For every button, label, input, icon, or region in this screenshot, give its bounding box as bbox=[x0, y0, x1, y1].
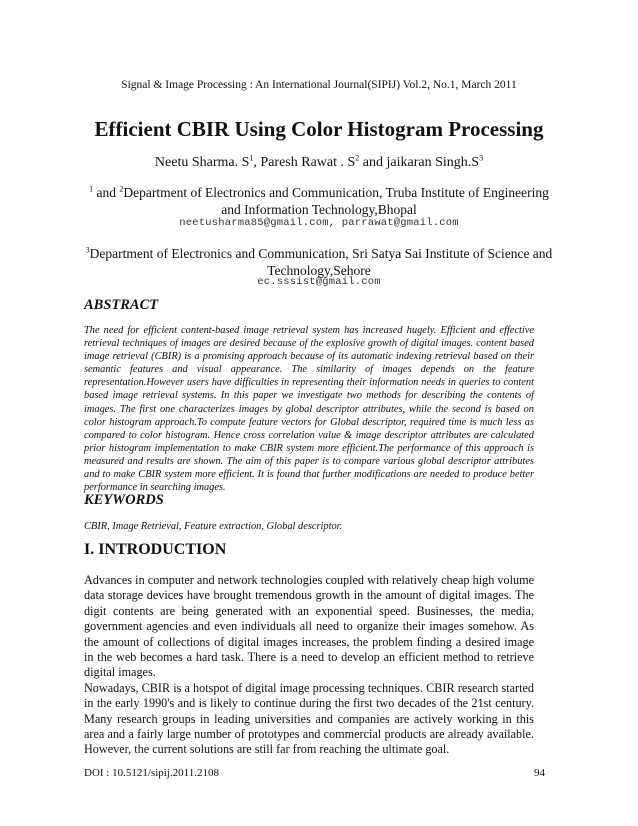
journal-header: Signal & Image Processing : An International Journal(SIPIJ) Vol.2, No.1, March 2011 bbox=[121, 79, 517, 91]
author-separator: , bbox=[253, 155, 261, 170]
affiliation-1 bbox=[84, 185, 554, 218]
author-1-sup: 1 bbox=[249, 153, 254, 163]
author-3-sup: 3 bbox=[479, 153, 484, 163]
keywords-body: CBIR, Image Retrieval, Feature extraction, Global descriptor. bbox=[84, 521, 343, 532]
aff1-sup-2: 2 bbox=[119, 184, 124, 194]
affiliation-1-emails: neetusharma85@gmail.com, parrawat@gmail.com bbox=[179, 217, 459, 229]
introduction-heading: I. INTRODUCTION bbox=[84, 541, 227, 558]
introduction-body bbox=[84, 573, 534, 758]
author-3: and jaikaran Singh.S bbox=[359, 155, 480, 170]
aff1-sup-1: 1 bbox=[89, 184, 94, 194]
doi-footer: DOI : 10.5121/sipij.2011.2108 bbox=[84, 767, 219, 779]
intro-paragraph-1: Advances in computer and network technologies coupled with relatively cheap high volume data storage devices have brought tremendous growth in the amount of digital images. The digit contents are being generated with an exponential speed. Businesses, the media, government agencies and even individuals all need to organize their images somehow. As the amount of collections of digital images increases, the problem finding a desired image in the web becomes a hard task. There is a need to develop an efficient method to retrieve digital images. bbox=[84, 573, 534, 680]
aff2-text: Department of Electronics and Communication, Sri Satya Sai Institute of Science and Technology,Sehore bbox=[89, 246, 553, 278]
aff2-sup: 3 bbox=[85, 245, 90, 255]
abstract-body: The need for efficient content-based image retrieval system has increased hugely. Efficient and effective retrieval techniques of images are desired because of the explosive growth of digital images. content based image retrieval (CBIR) is a promising approach because of its automatic indexing retrieval based on their semantic features and visual appearance. The similarity of images depends on the feature representation.However users have difficulties in representing their information needs in queries to content based image retrieval systems. In this paper we investigate two methods for describing the contents of images. The first one characterizes images by global descriptor attributes, while the second is based on color histogram approach.To compute feature vectors for Global descriptor, required time is much less as compared to color histogram. Hence cross correlation value & image descriptor attributes are calculated prior histogram implementation to make CBIR system more efficient.The performance of this approach is measured and results are shown. The aim of this paper is to compare various global descriptor attributes and to make CBIR system more efficient. It is found that further modifications are needed to produce better performance in searching images. bbox=[84, 325, 534, 494]
author-2-sup: 2 bbox=[355, 153, 360, 163]
author-1: Neetu Sharma. S bbox=[154, 155, 250, 170]
author-list bbox=[0, 155, 638, 171]
paper-title: Efficient CBIR Using Color Histogram Processing bbox=[94, 117, 544, 141]
intro-paragraph-2: Nowadays, CBIR is a hotspot of digital image processing techniques. CBIR research started in the early 1990's and is likely to continue during the first two decades of the 21st century. Many research groups in leading universities and companies are actively working in this area and a fairly large number of prototypes and commercial products are already available. However, the current solutions are still far from reaching the ultimate goal. bbox=[84, 680, 534, 757]
author-2: Paresh Rawat . S bbox=[260, 155, 356, 170]
aff1-and: and bbox=[93, 185, 120, 200]
keywords-heading: KEYWORDS bbox=[84, 492, 164, 508]
affiliation-2 bbox=[84, 246, 554, 279]
abstract-heading: ABSTRACT bbox=[84, 297, 159, 313]
aff1-text: Department of Electronics and Communication, Truba Institute of Engineering and Information Technology,Bhopal bbox=[123, 185, 549, 217]
affiliation-2-email: ec.sssist@gmail.com bbox=[257, 276, 381, 288]
page-number: 94 bbox=[534, 767, 545, 779]
